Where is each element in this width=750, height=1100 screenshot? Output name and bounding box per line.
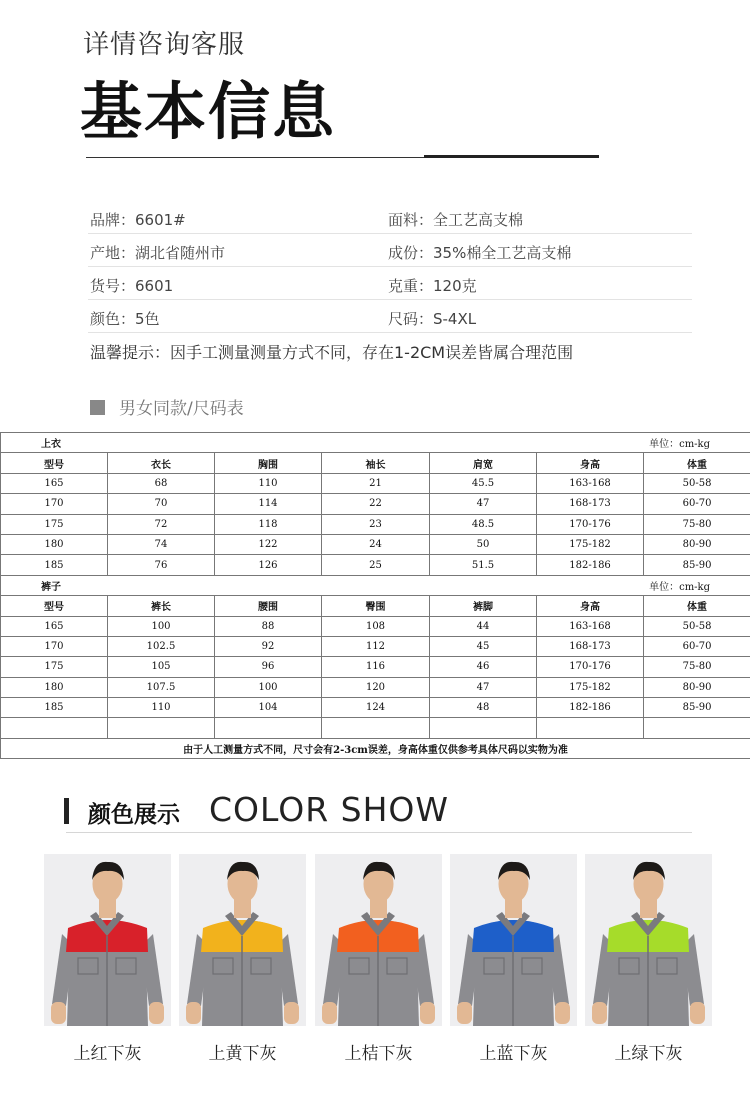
color-photo xyxy=(44,854,171,1026)
table-cell: 110 xyxy=(215,473,322,493)
table-cell: 180 xyxy=(1,677,108,697)
table-cell: 185 xyxy=(1,555,108,575)
table-cell: 170-176 xyxy=(537,514,644,534)
model-figure xyxy=(179,854,306,1026)
table-cell: 21 xyxy=(322,473,430,493)
table-cell: 60-70 xyxy=(644,494,750,514)
square-bullet-icon xyxy=(90,400,105,415)
table-cell: 袖长 xyxy=(322,453,430,473)
info-sku: 货号：6601 xyxy=(90,277,174,295)
table-cell: 70 xyxy=(108,494,215,514)
table-cell: 118 xyxy=(215,514,322,534)
table-cell: 88 xyxy=(215,616,322,636)
model-figure xyxy=(585,854,712,1026)
table-cell: 76 xyxy=(108,555,215,575)
table-cell: 25 xyxy=(322,555,430,575)
table-cell: 45 xyxy=(430,636,537,656)
table-cell: 裤脚 xyxy=(430,596,537,616)
table-row xyxy=(1,494,750,514)
heading-bar xyxy=(64,798,69,824)
unit-label: 单位：cm-kg xyxy=(644,575,750,595)
table-cell: 185 xyxy=(1,698,108,718)
table-cell: 182-186 xyxy=(537,555,644,575)
table-cell: 116 xyxy=(322,657,430,677)
info-origin: 产地：湖北省随州市 xyxy=(90,244,226,262)
table-cell: 身高 xyxy=(537,596,644,616)
table-cell: 50-58 xyxy=(644,616,750,636)
table-row xyxy=(1,555,750,575)
table-cell: 124 xyxy=(322,698,430,718)
unit-label: 单位：cm-kg xyxy=(644,433,750,453)
table-cell: 22 xyxy=(322,494,430,514)
table-cell: 182-186 xyxy=(537,698,644,718)
table-row xyxy=(1,677,750,697)
table-cell: 107.5 xyxy=(108,677,215,697)
table-cell: 85-90 xyxy=(644,698,750,718)
info-row xyxy=(88,234,692,267)
page-title: 基本信息 xyxy=(80,75,337,148)
table-cell: 48 xyxy=(430,698,537,718)
table-cell: 105 xyxy=(108,657,215,677)
table-cell: 23 xyxy=(322,514,430,534)
empty-cell xyxy=(430,718,537,738)
table-cell: 175-182 xyxy=(537,677,644,697)
color-photo xyxy=(315,854,442,1026)
table-cell: 170 xyxy=(1,494,108,514)
table-cell: 51.5 xyxy=(430,555,537,575)
table-cell: 122 xyxy=(215,534,322,554)
size-table xyxy=(0,432,750,759)
table-header-row xyxy=(1,453,750,473)
info-fabric: 面料：全工艺高支棉 xyxy=(388,211,524,229)
model-figure xyxy=(450,854,577,1026)
table-cell: 175-182 xyxy=(537,534,644,554)
table-cell: 170 xyxy=(1,636,108,656)
color-caption: 上桔下灰 xyxy=(344,1044,413,1064)
table-cell: 24 xyxy=(322,534,430,554)
table-cell: 74 xyxy=(108,534,215,554)
color-show-title: 颜色展示 xyxy=(88,802,180,828)
table-cell: 104 xyxy=(215,698,322,718)
table-cell: 96 xyxy=(215,657,322,677)
table-cell: 裤长 xyxy=(108,596,215,616)
table-cell: 163-168 xyxy=(537,473,644,493)
measurement-tip: 温馨提示：因手工测量测量方式不同，存在1-2CM误差皆属合理范围 xyxy=(90,343,574,362)
info-composition: 成份：35%棉全工艺高支棉 xyxy=(388,244,572,262)
footnote-row xyxy=(1,738,750,758)
empty-cell xyxy=(1,718,108,738)
title-divider-accent xyxy=(424,155,599,158)
empty-cell xyxy=(537,718,644,738)
table-cell: 163-168 xyxy=(537,616,644,636)
table-cell: 180 xyxy=(1,534,108,554)
table-cell: 50 xyxy=(430,534,537,554)
table-cell: 50-58 xyxy=(644,473,750,493)
table-cell: 120 xyxy=(322,677,430,697)
table-cell: 100 xyxy=(215,677,322,697)
color-gallery xyxy=(44,854,714,1064)
table-cell: 体重 xyxy=(644,596,750,616)
table-cell: 68 xyxy=(108,473,215,493)
table-cell: 腰围 xyxy=(215,596,322,616)
color-photo xyxy=(585,854,712,1026)
model-figure xyxy=(315,854,442,1026)
size-chart-title: 男女同款/尺码表 xyxy=(119,399,244,419)
table-cell: 47 xyxy=(430,677,537,697)
empty-cell xyxy=(322,718,430,738)
empty-cell xyxy=(644,718,750,738)
table-row xyxy=(1,473,750,493)
section-label: 上衣 xyxy=(1,433,644,453)
table-cell: 46 xyxy=(430,657,537,677)
table-row xyxy=(1,534,750,554)
table-cell: 体重 xyxy=(644,453,750,473)
table-cell: 75-80 xyxy=(644,657,750,677)
table-cell: 80-90 xyxy=(644,534,750,554)
table-cell: 175 xyxy=(1,514,108,534)
table-cell: 45.5 xyxy=(430,473,537,493)
table-cell: 110 xyxy=(108,698,215,718)
info-weight: 克重：120克 xyxy=(388,277,477,295)
color-caption: 上黄下灰 xyxy=(208,1044,277,1064)
color-photo xyxy=(179,854,306,1026)
table-cell: 92 xyxy=(215,636,322,656)
table-cell: 身高 xyxy=(537,453,644,473)
table-cell: 114 xyxy=(215,494,322,514)
table-cell: 72 xyxy=(108,514,215,534)
empty-row xyxy=(1,718,750,738)
table-cell: 臀围 xyxy=(322,596,430,616)
color-caption: 上绿下灰 xyxy=(614,1044,683,1064)
table-cell: 126 xyxy=(215,555,322,575)
table-cell: 108 xyxy=(322,616,430,636)
table-cell: 型号 xyxy=(1,596,108,616)
info-row xyxy=(88,201,692,234)
color-divider xyxy=(66,832,692,833)
table-cell: 175 xyxy=(1,657,108,677)
size-chart-heading xyxy=(90,394,244,419)
table-header-row xyxy=(1,596,750,616)
empty-cell xyxy=(108,718,215,738)
empty-cell xyxy=(215,718,322,738)
table-row xyxy=(1,616,750,636)
table-cell: 170-176 xyxy=(537,657,644,677)
table-row xyxy=(1,698,750,718)
info-row xyxy=(88,300,692,333)
info-sizes: 尺码：S-4XL xyxy=(388,310,477,328)
color-caption: 上蓝下灰 xyxy=(479,1044,548,1064)
table-cell: 44 xyxy=(430,616,537,636)
table-cell: 衣长 xyxy=(108,453,215,473)
table-cell: 48.5 xyxy=(430,514,537,534)
table-row xyxy=(1,636,750,656)
table-cell: 165 xyxy=(1,616,108,636)
table-cell: 168-173 xyxy=(537,494,644,514)
color-caption: 上红下灰 xyxy=(73,1044,142,1064)
table-row xyxy=(1,514,750,534)
model-figure xyxy=(44,854,171,1026)
info-colors: 颜色：5色 xyxy=(90,310,160,328)
table-cell: 165 xyxy=(1,473,108,493)
table-cell: 60-70 xyxy=(644,636,750,656)
pants-section-row xyxy=(1,575,750,595)
table-cell: 75-80 xyxy=(644,514,750,534)
table-cell: 肩宽 xyxy=(430,453,537,473)
info-brand: 品牌：6601# xyxy=(90,211,186,229)
table-cell: 85-90 xyxy=(644,555,750,575)
info-row xyxy=(88,267,692,300)
table-cell: 80-90 xyxy=(644,677,750,697)
table-cell: 型号 xyxy=(1,453,108,473)
section-label: 裤子 xyxy=(1,575,644,595)
color-photo xyxy=(450,854,577,1026)
table-cell: 102.5 xyxy=(108,636,215,656)
top-section-row xyxy=(1,433,750,453)
table-cell: 168-173 xyxy=(537,636,644,656)
table-cell: 47 xyxy=(430,494,537,514)
color-show-title-en: COLOR SHOW xyxy=(209,790,449,829)
table-row xyxy=(1,657,750,677)
page-subtitle: 详情咨询客服 xyxy=(83,30,246,60)
title-divider xyxy=(86,157,426,158)
table-cell: 100 xyxy=(108,616,215,636)
table-cell: 胸围 xyxy=(215,453,322,473)
table-cell: 112 xyxy=(322,636,430,656)
table-footnote: 由于人工测量方式不同，尺寸会有2-3cm误差，身高体重仅供参考具体尺码以实物为准 xyxy=(1,738,750,758)
